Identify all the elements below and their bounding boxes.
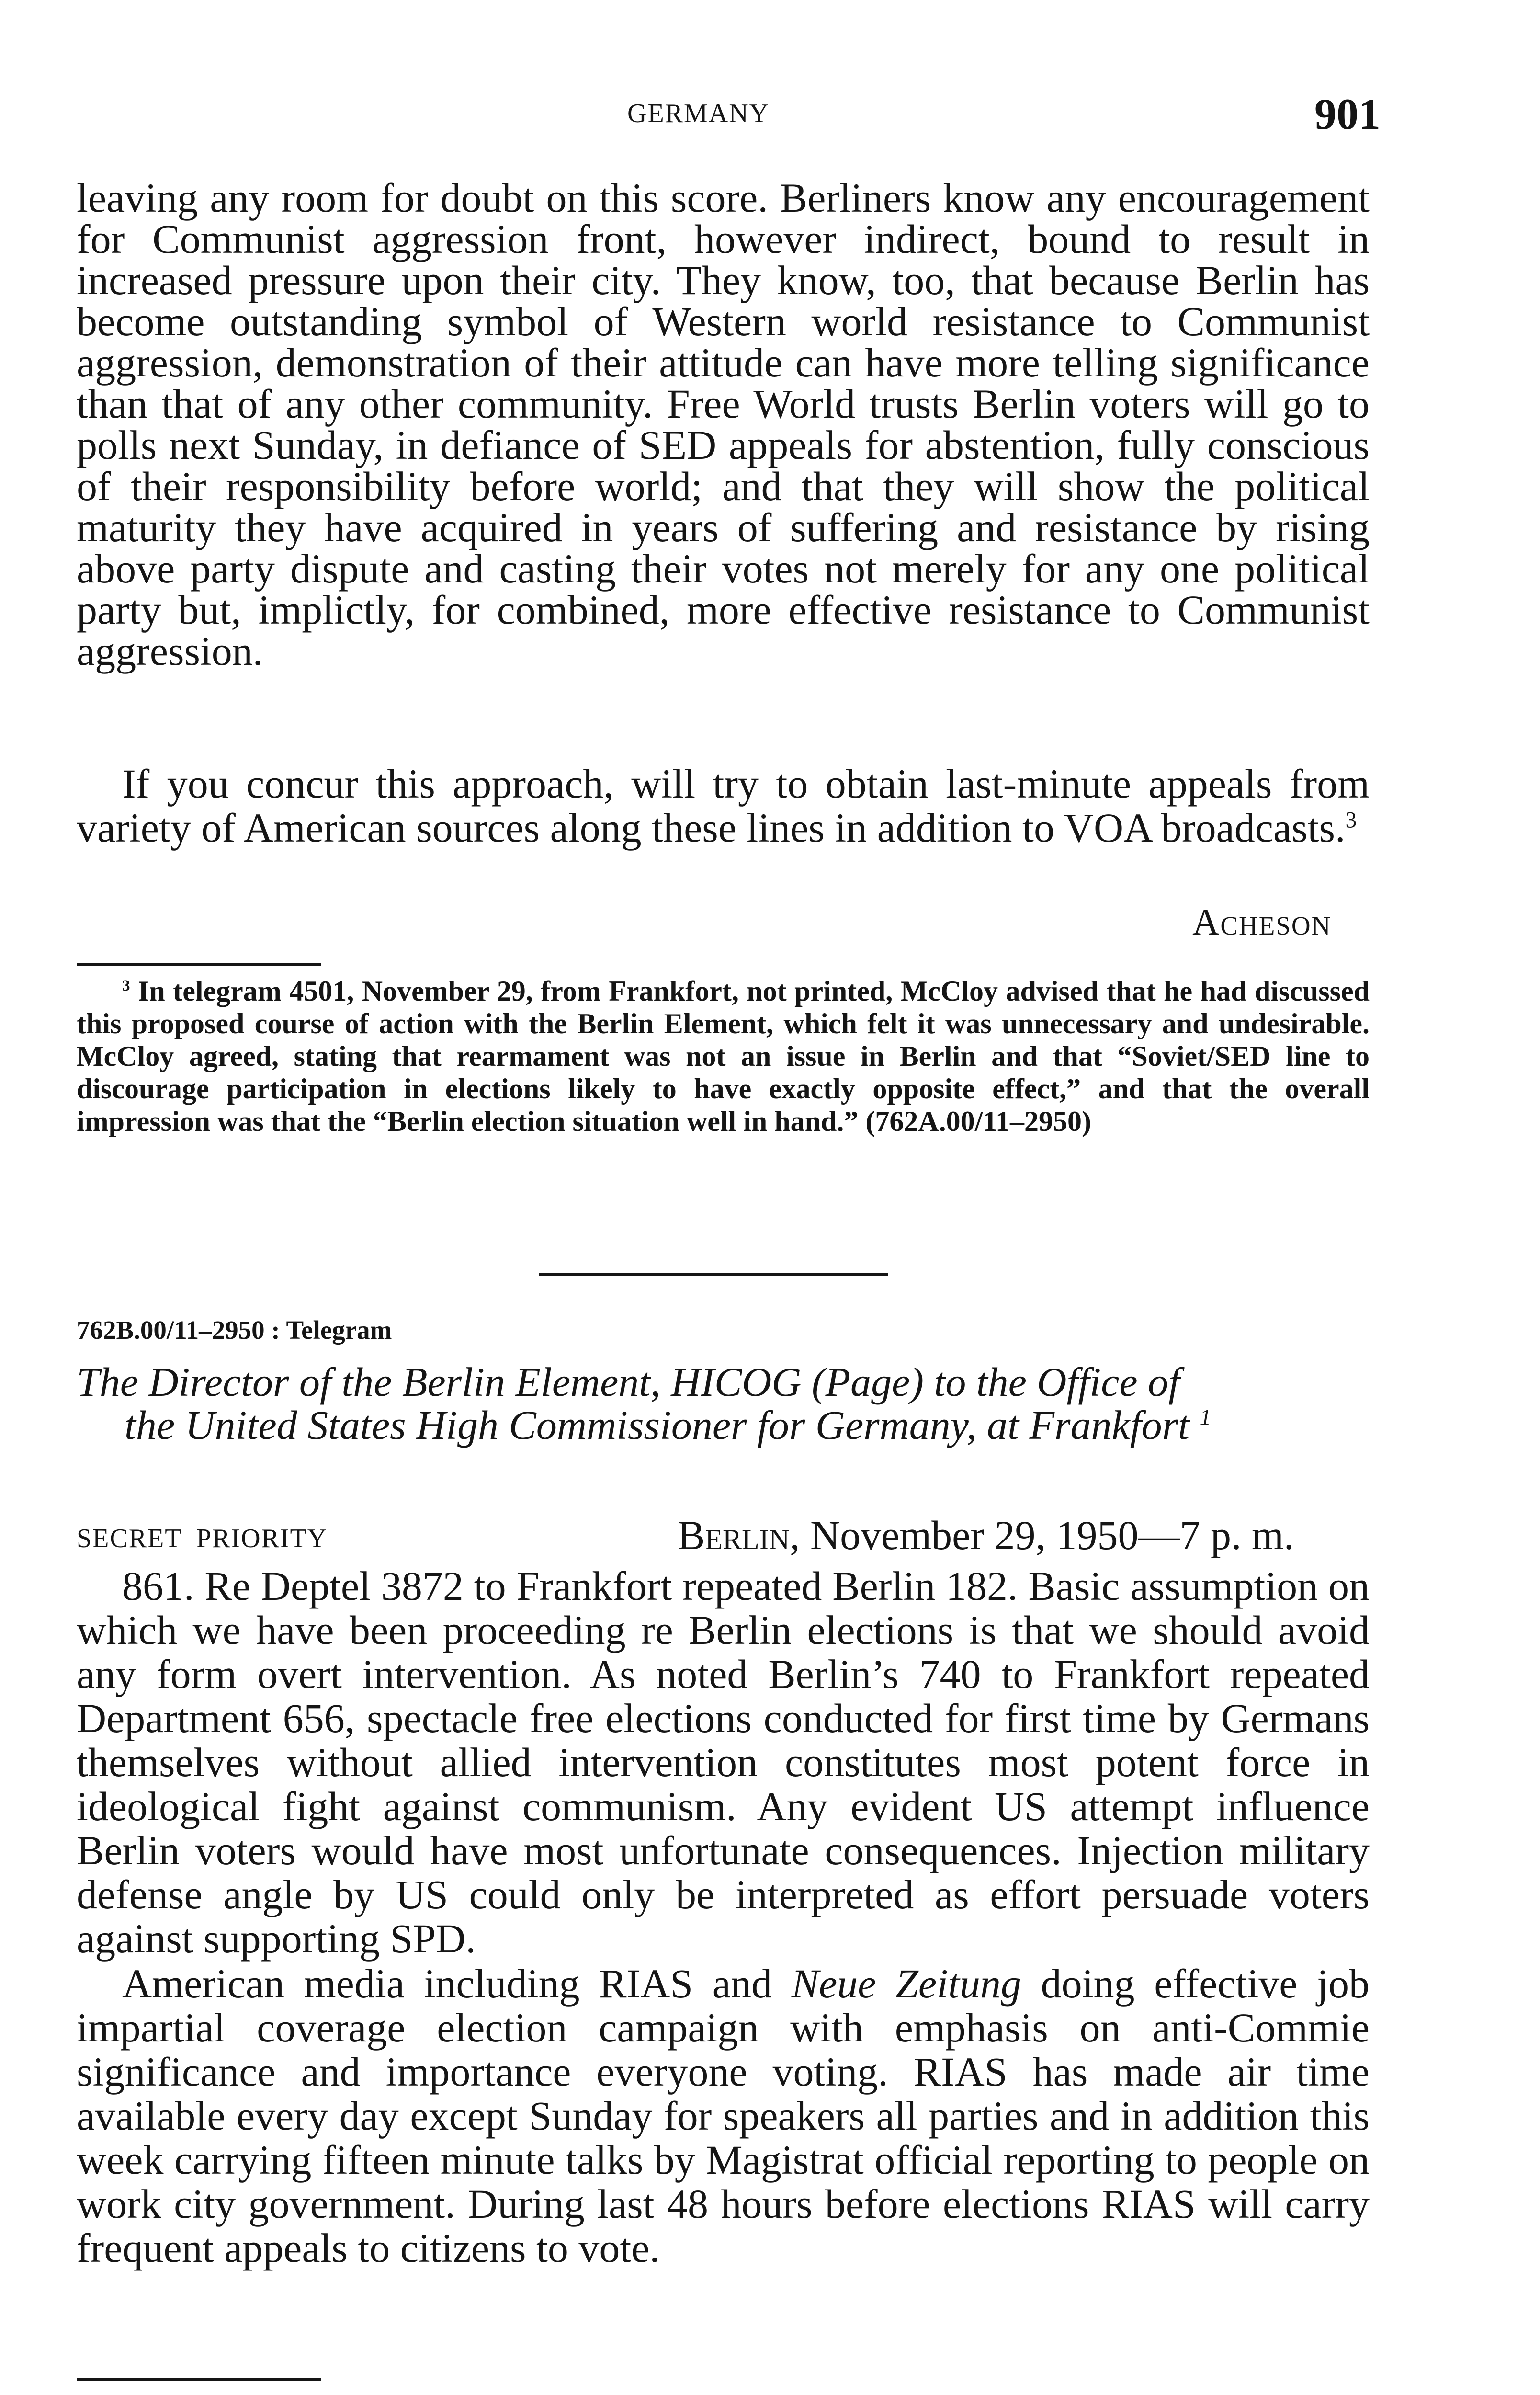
document-heading xyxy=(77,1360,1370,1447)
dateline-place: Berlin, xyxy=(678,1512,800,1558)
running-header: GERMANY xyxy=(627,99,770,128)
paragraph-861: 861. Re Deptel 3872 to Frankfort repeated Berlin 182. Basic assumption on which we have been proceeding re Berlin elections is that we should avoid any form overt intervention. As noted Berlin’s 740 to Frankfort repeated Department 656, spectacle free elections conducted for first time by Germans themselves without allied intervention constitutes most potent force in ideological fight against communism. Any evident US attempt influence Berlin voters would have most unfortunate consequences. Injection military defense angle by US could only be interpreted as effort persuade voters against supporting SPD. xyxy=(77,1563,1370,1962)
p4-text-start: American media including RIAS and xyxy=(122,1961,792,2007)
paragraph-american-media xyxy=(77,1962,1370,2270)
footnote-rule-2 xyxy=(77,2378,321,2381)
section-separator xyxy=(539,1273,888,1276)
paragraph-continuation: leaving any room for doubt on this score. Berliners know any encouragement for Communist aggression front, however indirect, bound to result in increased pressure upon their city. They know, too, that because Berlin has become outstanding symbol of Western world resistance to Communist aggression, demonstration of their attitude can have more telling significance than that of any other community. Free World trusts Berlin voters will go to polls next Sunday, in defiance of SED appeals for abstention, fully conscious of their responsibility before world; and that they will show the political maturity they have acquired in years of suffering and resistance by rising above party dispute and casting their votes not merely for any one political party but, implictly, for combined, more effective resistance to Communist aggression. xyxy=(77,175,1370,674)
document-id: 762B.00/11–2950 : Telegram xyxy=(77,1315,392,1345)
footnote-ref-3: 3 xyxy=(1345,808,1357,833)
paragraph-concur xyxy=(77,762,1370,850)
classification-priority: PRIORITY xyxy=(196,1524,328,1553)
heading-line-2: the United States High Commissioner for Germany, at Frankfort xyxy=(125,1402,1189,1448)
page-number: 901 xyxy=(1314,90,1381,138)
footnote-3-text: In telegram 4501, November 29, from Frankfort, not printed, McCloy advised that he had discussed this proposed course of action with the Berlin Element, which felt it was unnecessary and undesirable. McCloy agreed, stating that rearmament was not an issue in Berlin and that “Soviet/SED line to discourage participation in elections likely to have exactly opposite effect,” and that the overall impression was that the “Berlin election situation well in hand.” (762A.00/11–2950) xyxy=(77,975,1370,1137)
p4-newspaper-title: Neue Zeitung xyxy=(791,1961,1021,2007)
heading-line-1: The Director of the Berlin Element, HICOG (Page) to the Office of xyxy=(77,1359,1180,1405)
footnote-3-marker: 3 xyxy=(122,977,130,994)
footnote-3 xyxy=(77,975,1370,1138)
p4-text-end: doing effective job impartial coverage election campaign with emphasis on anti-Commie significance and importance everyone voting. RIAS has made air time available every day except Sunday for speakers all parties and in addition this week carrying fifteen minute talks by Magistrat official reporting to people on work city government. During last 48 hours before elections RIAS will carry frequent appeals to citizens to vote. xyxy=(77,1961,1370,2271)
classification-secret: SECRET xyxy=(77,1524,182,1553)
paragraph-concur-text: If you concur this approach, will try to obtain last-minute appeals from variety of American sources along these lines in addition to VOA broadcasts. xyxy=(77,761,1370,851)
footnote-rule xyxy=(77,963,321,966)
signature: Acheson xyxy=(1192,901,1332,943)
dateline xyxy=(678,1511,1294,1559)
footnote-ref-1: 1 xyxy=(1200,1405,1212,1430)
dateline-date: November 29, 1950—7 p. m. xyxy=(810,1512,1294,1558)
